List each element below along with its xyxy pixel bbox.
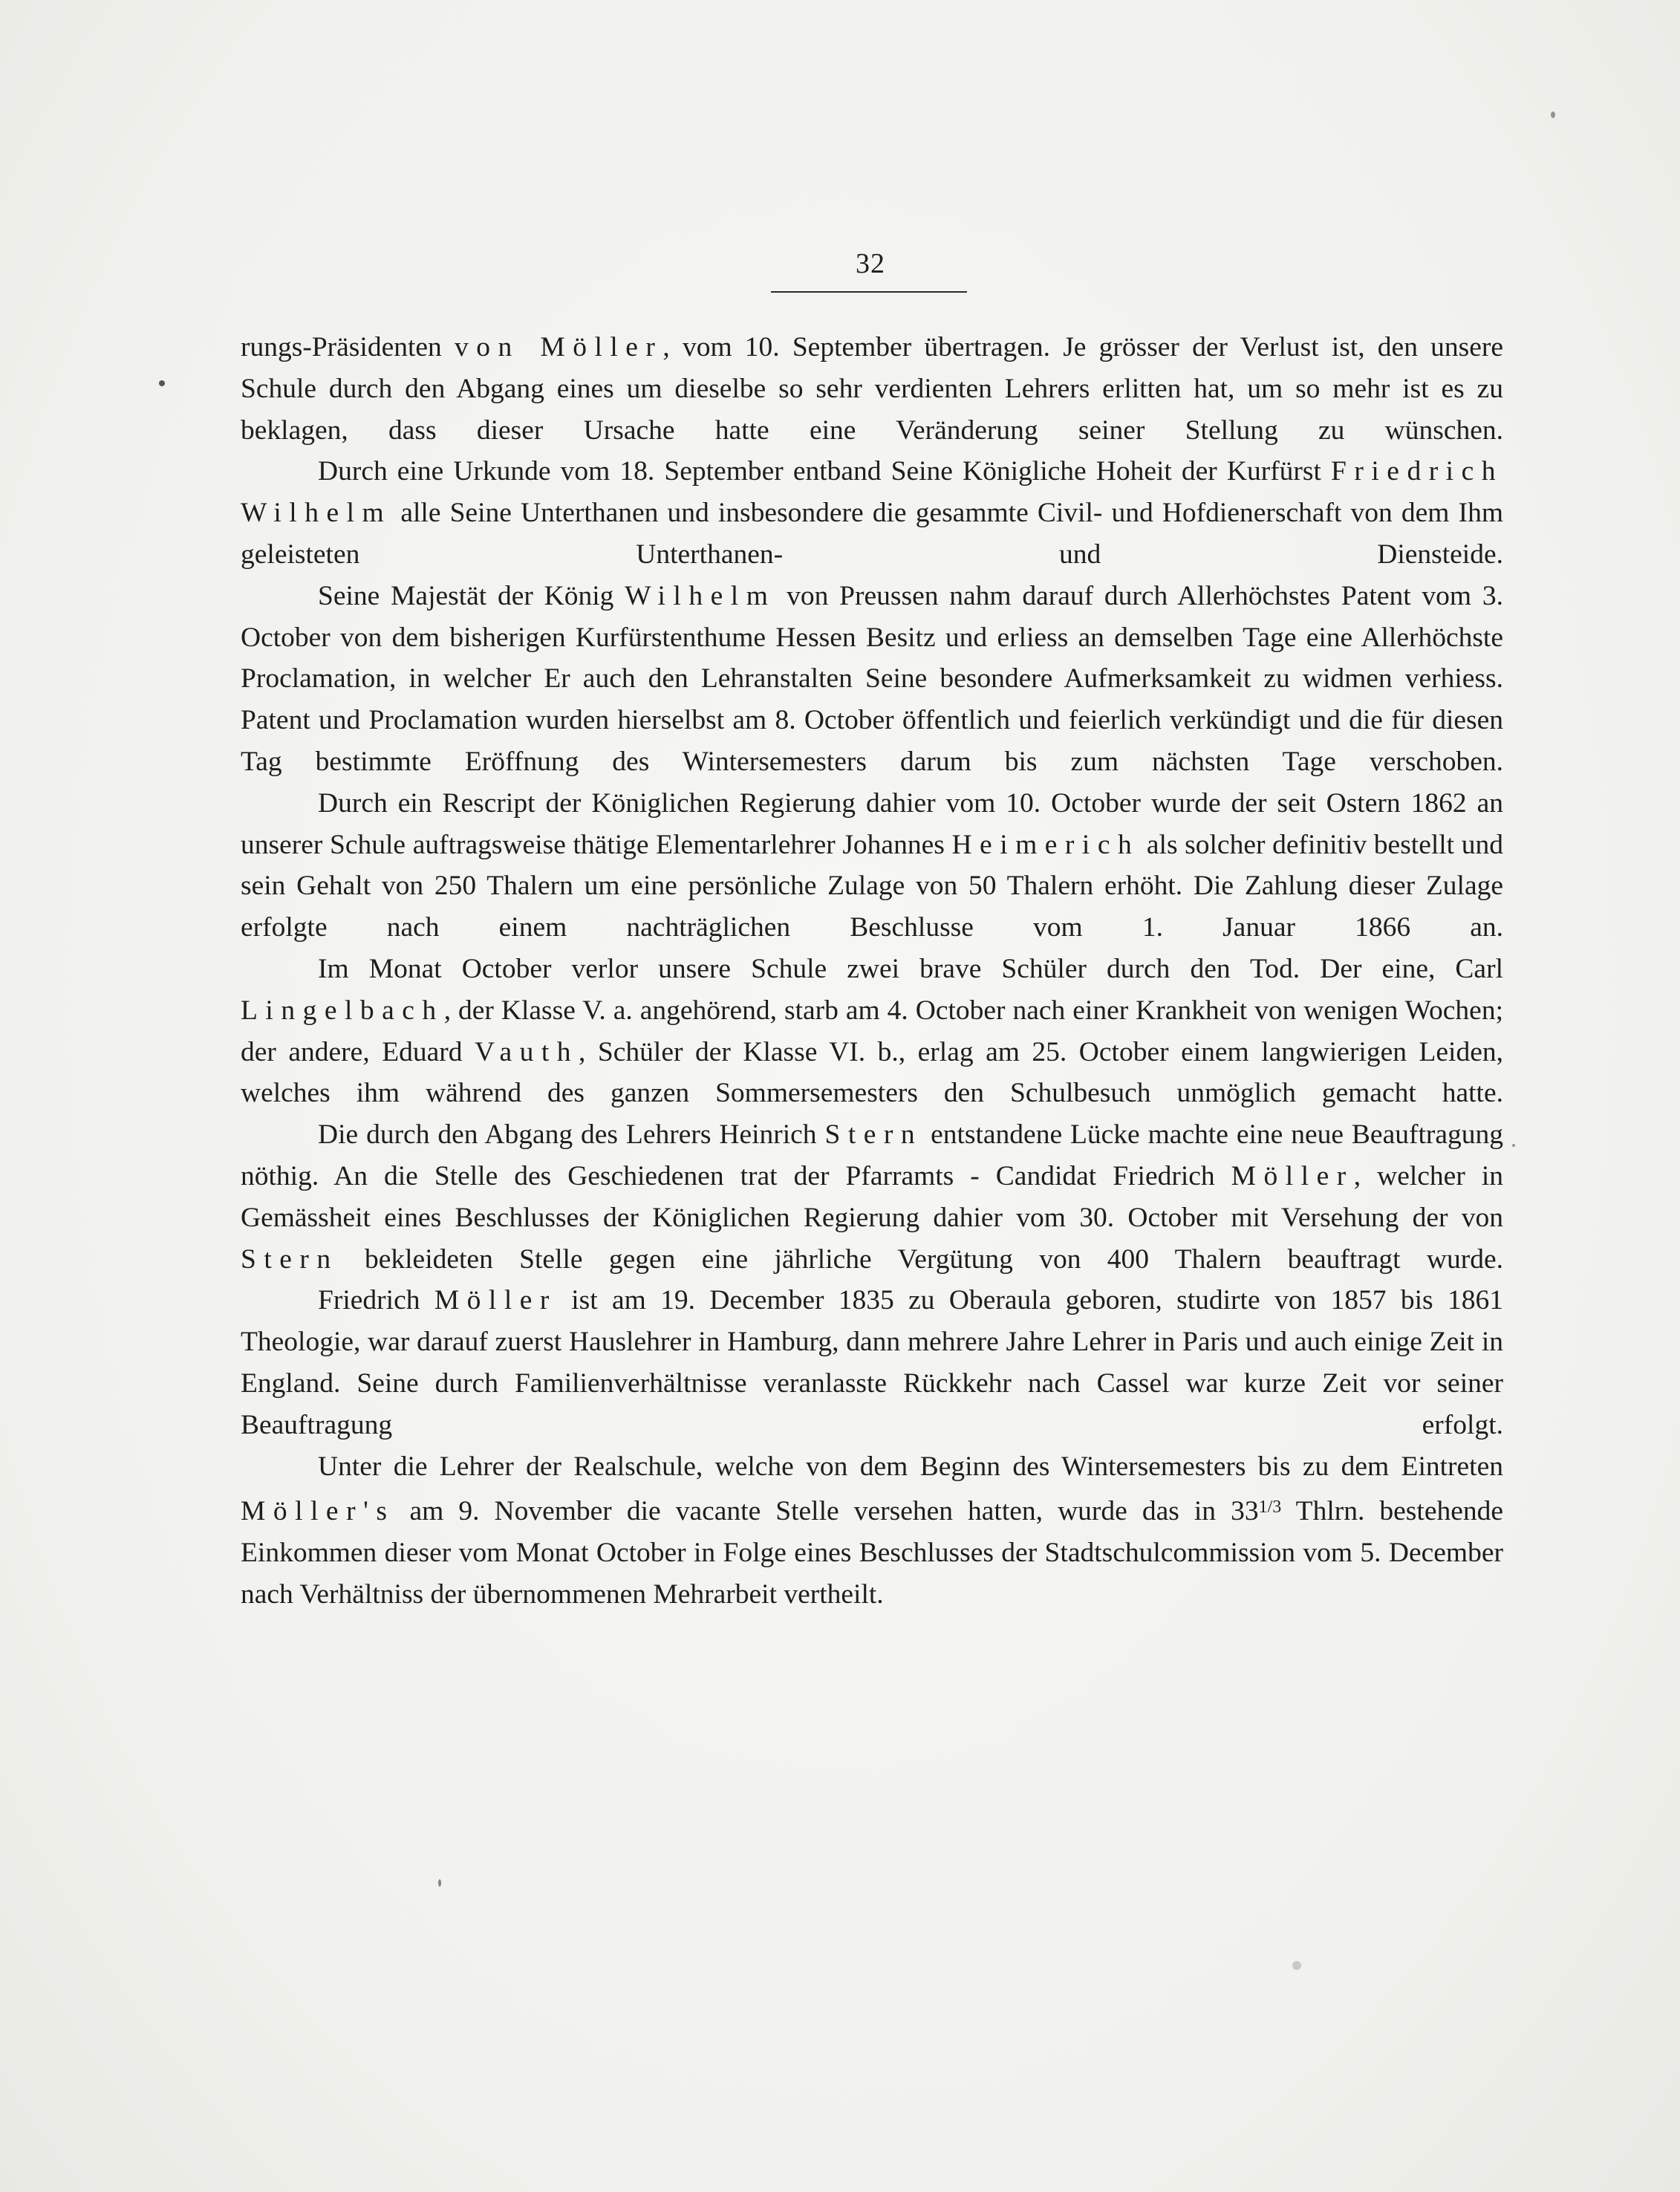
spaced-name: von Möller	[454, 332, 663, 362]
paragraph-2	[241, 451, 1503, 575]
paragraph-4	[241, 783, 1503, 949]
text-run: Durch eine Urkunde vom 18. September entband Seine Königliche Hoheit der Kurfürst	[318, 456, 1332, 487]
text-run: als solcher definitiv bestellt und sein Gehalt von 250 Thalern um eine persönliche Zulage von 50 Thalern erhöht. Die Zahlung dieser Zulage erfolgte nach einem nachträglichen Beschlusse vom 1. Januar 1866 an.	[241, 829, 1503, 943]
text-run: alle Seine Unterthanen und insbesondere die gesammte Civil- und Hofdienerschaft von dem Ihm geleisteten Unterthanen- und Diensteide.	[241, 498, 1503, 570]
header-rule	[771, 291, 967, 293]
spaced-name: Heimerich	[951, 829, 1140, 860]
fraction: 1/3	[1258, 1497, 1282, 1518]
text-run: rungs-Präsidenten	[241, 332, 455, 362]
text-run: entstandene Lücke machte eine neue Beauftragung nöthig. An die Stelle des Geschiedenen trat der Pfarramts - Candidat Friedrich	[241, 1119, 1503, 1191]
spaced-name: Möller	[434, 1285, 557, 1316]
spaced-name: Lingelbach	[241, 995, 444, 1026]
paragraph-5	[241, 949, 1503, 1114]
paragraph-7	[241, 1280, 1503, 1445]
text-run: , vom 10. September übertragen. Je grösser der Verlust ist, den unsere Schule durch den Abgang eines um dieselbe so sehr verdienten Lehrers erlitten hat, um so mehr ist es zu beklagen, dass dieser Ursache hatte eine Veränderung seiner Stellung zu wünschen.	[241, 332, 1503, 446]
text-run: , welcher in Gemässheit eines Beschlusses der Königlichen Regierung dahier vom 30. October mit Versehung der von	[241, 1160, 1503, 1233]
text-run: Friedrich	[318, 1285, 434, 1316]
page-number: 32	[856, 248, 885, 279]
paragraph-6	[241, 1114, 1503, 1280]
text-run: Durch ein Rescript der Königlichen Regierung dahier vom 10. October wurde der seit Ostern 1862 an unserer Schule auftragsweise thätige Elementarlehrer Johannes	[241, 787, 1503, 860]
text-run: , der Klasse V. a. angehörend, starb am 4. October nach einer Krankheit von wenigen Wochen; der andere, Eduard	[241, 995, 1503, 1067]
scan-speck	[159, 380, 165, 386]
text-run: Unter die Lehrer der Realschule, welche von dem Beginn des Wintersemesters bis zu dem Eintreten	[318, 1451, 1503, 1482]
text-run: Die durch den Abgang des Lehrers Heinrich	[318, 1119, 825, 1151]
spaced-name: Möller's	[241, 1496, 395, 1527]
spaced-name: Stern	[241, 1243, 339, 1275]
scan-speck	[1551, 111, 1555, 118]
spaced-name: Möller	[1231, 1160, 1354, 1191]
text-run: Seine Majestät der König	[318, 580, 625, 611]
scan-speck	[1292, 1961, 1301, 1970]
text-run: Im Monat October verlor unsere Schule zwei brave Schüler durch den Tod. Der eine, Carl	[318, 953, 1503, 984]
scan-speck	[1512, 1144, 1515, 1147]
paragraph-8	[241, 1446, 1503, 1616]
spaced-name: Vauth	[475, 1036, 579, 1067]
paragraph-1	[241, 327, 1503, 451]
spaced-name: Wilhelm	[625, 580, 776, 611]
page-number-container	[774, 245, 967, 282]
body-text	[241, 327, 1503, 1616]
text-run: Thlrn. bestehende Einkommen dieser vom Monat October in Folge eines Beschlusses der Stadtschulcommission vom 5. December nach Verhältniss der übernommenen Mehrarbeit vertheilt.	[241, 1496, 1504, 1610]
spaced-name: Friedrich Wilhelm	[241, 456, 1503, 529]
spaced-name: Stern	[824, 1119, 923, 1151]
paragraph-3	[241, 576, 1503, 783]
text-run: , Schüler der Klasse VI. b., erlag am 25. October einem langwierigen Leiden, welches ihm während des ganzen Sommersemesters den Schulbesuch unmöglich gemacht hatte.	[241, 1036, 1503, 1109]
scan-speck	[438, 1879, 441, 1887]
text-run: bekleideten Stelle gegen eine jährliche Vergütung von 400 Thalern beauftragt wurde.	[338, 1243, 1503, 1275]
text-run: von Preussen nahm darauf durch Allerhöchstes Patent vom 3. October von dem bisherigen Kurfürstenthume Hessen Besitz und erliess an demselben Tage eine Allerhöchste Proclamation, in welcher Er auch den Lehranstalten Seine besondere Aufmerksamkeit zu widmen verhiess. Patent und Proclamation wurden hierselbst am 8. October öffentlich und feierlich verkündigt und die für diesen Tag bestimmte Eröffnung des Wintersemesters darum bis zum nächsten Tage verschoben.	[241, 580, 1503, 777]
text-run: ist am 19. December 1835 zu Oberaula geboren, studirte von 1857 bis 1861 Theologie, war darauf zuerst Hauslehrer in Hamburg, dann mehrere Jahre Lehrer in Paris und auch einige Zeit in England. Seine durch Familienverhältnisse veranlasste Rückkehr nach Cassel war kurze Zeit vor seiner Beauftragung erfolgt.	[241, 1285, 1503, 1440]
text-run: am 9. November die vacante Stelle versehen hatten, wurde das in 33	[394, 1496, 1259, 1527]
